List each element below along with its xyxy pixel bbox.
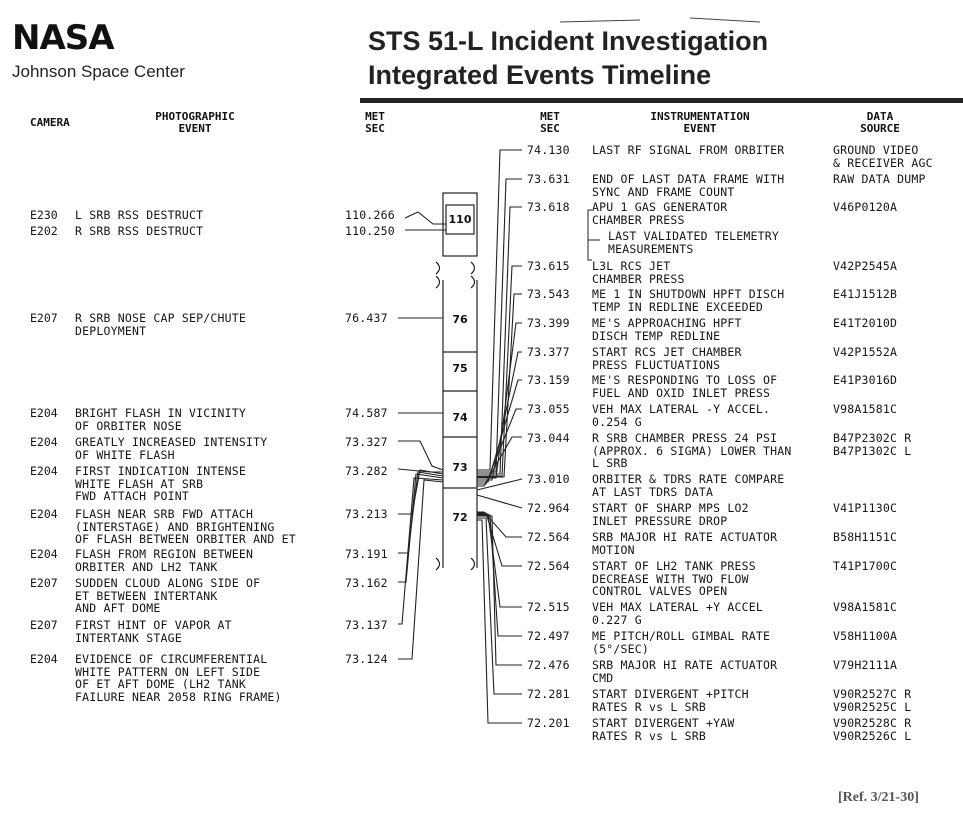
photo-camera: E204 xyxy=(30,406,58,420)
instr-event-text: R SRB CHAMBER PRESS 24 PSI (APPROX. 6 SIGMA) LOWER THAN L SRB xyxy=(592,431,792,470)
photo-camera: E207 xyxy=(30,576,58,590)
instr-event-source: V42P2545A xyxy=(833,259,898,273)
instr-event-text: ORBITER & TDRS RATE COMPARE AT LAST TDRS DATA xyxy=(592,472,785,499)
header-met-left: MET SEC xyxy=(365,110,385,135)
instr-event-met: 73.044 xyxy=(527,431,570,445)
photo-event-text: L SRB RSS DESTRUCT xyxy=(75,208,204,222)
instr-event-met: 73.631 xyxy=(527,172,570,186)
instr-event-source: B47P2302C R B47P1302C L xyxy=(833,431,912,458)
instr-event-source: GROUND VIDEO & RECEIVER AGC xyxy=(833,143,933,170)
instr-event-met: 72.564 xyxy=(527,530,570,544)
photo-event-text: SUDDEN CLOUD ALONG SIDE OF ET BETWEEN INTERTANK AND AFT DOME xyxy=(75,576,261,615)
instr-event-met: 74.130 xyxy=(527,143,570,157)
instr-event-text: START DIVERGENT +PITCH RATES R vs L SRB xyxy=(592,687,749,714)
nasa-logo: NASA xyxy=(12,18,114,58)
photo-event-met: 73.124 xyxy=(345,652,388,666)
instr-event-source: V41P1130C xyxy=(833,501,898,515)
photo-camera: E204 xyxy=(30,652,58,666)
header-rule xyxy=(360,98,963,103)
instr-event-source: V90R2527C R V90R2525C L xyxy=(833,687,912,714)
instr-event-met: 73.010 xyxy=(527,472,570,486)
instr-event-text: START OF LH2 TANK PRESS DECREASE WITH TWO FLOW CONTROL VALVES OPEN xyxy=(592,559,756,598)
photo-camera: E207 xyxy=(30,311,58,325)
instr-event-text: LAST RF SIGNAL FROM ORBITER xyxy=(592,143,785,157)
instr-event-met: 73.055 xyxy=(527,402,570,416)
instr-event-source: V46P0120A xyxy=(833,200,898,214)
instr-event-text: L3L RCS JET CHAMBER PRESS xyxy=(592,259,685,286)
header-instr-event: INSTRUMENTATION EVENT xyxy=(650,110,750,135)
instr-event-source: V98A1581C xyxy=(833,402,898,416)
instr-event-source: V90R2528C R V90R2526C L xyxy=(833,716,912,743)
box-label-76: 76 xyxy=(452,313,468,326)
photo-camera: E204 xyxy=(30,547,58,561)
instr-event-source: V58H1100A xyxy=(833,629,898,643)
instr-event-text: END OF LAST DATA FRAME WITH SYNC AND FRAME COUNT xyxy=(592,172,785,199)
instr-event-met: 73.159 xyxy=(527,373,570,387)
instr-event-source: E41P3016D xyxy=(833,373,898,387)
photo-event-met: 110.266 xyxy=(345,208,395,222)
photo-event-text: R SRB NOSE CAP SEP/CHUTE DEPLOYMENT xyxy=(75,311,246,338)
photo-camera: E204 xyxy=(30,464,58,478)
instr-event-met: 73.618 xyxy=(527,200,570,214)
header-camera: CAMERA xyxy=(30,116,70,129)
instr-event-source: T41P1700C xyxy=(833,559,898,573)
instr-event-text: START RCS JET CHAMBER PRESS FLUCTUATIONS xyxy=(592,345,742,372)
photo-event-text: EVIDENCE OF CIRCUMFERENTIAL WHITE PATTERN ON LEFT SIDE OF ET AFT DOME (LH2 TANK FAILURE NEAR 2058 RING FRAME) xyxy=(75,652,282,704)
instr-event-met: 73.543 xyxy=(527,287,570,301)
instr-event-met: 72.281 xyxy=(527,687,570,701)
instr-event-source: E41J1512B xyxy=(833,287,898,301)
instr-event-text: VEH MAX LATERAL +Y ACCEL 0.227 G xyxy=(592,600,763,627)
photo-camera: E230 xyxy=(30,208,58,222)
box-label-72: 72 xyxy=(452,511,468,524)
box-label-73: 73 xyxy=(452,461,468,474)
instr-event-text: ME 1 IN SHUTDOWN HPFT DISCH TEMP IN REDLINE EXCEEDED xyxy=(592,287,785,314)
instr-event-source: E41T2010D xyxy=(833,316,898,330)
photo-camera: E204 xyxy=(30,435,58,449)
box-label-75: 75 xyxy=(452,362,468,375)
reference-note: [Ref. 3/21-30] xyxy=(838,790,919,805)
instr-event-text: ME'S APPROACHING HPFT DISCH TEMP REDLINE xyxy=(592,316,742,343)
photo-event-met: 110.250 xyxy=(345,224,395,238)
photo-event-text: BRIGHT FLASH IN VICINITY OF ORBITER NOSE xyxy=(75,406,246,433)
photo-event-met: 73.191 xyxy=(345,547,388,561)
instr-event-text: VEH MAX LATERAL -Y ACCEL. 0.254 G xyxy=(592,402,771,429)
instr-event-met: 73.399 xyxy=(527,316,570,330)
photo-event-met: 73.213 xyxy=(345,507,388,521)
instr-event-source: B58H1151C xyxy=(833,530,898,544)
instr-event-text: LAST VALIDATED TELEMETRY MEASUREMENTS xyxy=(608,229,779,256)
box-label-74: 74 xyxy=(452,411,468,424)
center-name: Johnson Space Center xyxy=(12,62,185,81)
break-mark-bottom xyxy=(436,558,475,570)
instr-event-text: SRB MAJOR HI RATE ACTUATOR MOTION xyxy=(592,530,778,557)
instr-event-met: 72.515 xyxy=(527,600,570,614)
instr-event-source: RAW DATA DUMP xyxy=(833,172,926,186)
instr-event-met: 72.964 xyxy=(527,501,570,515)
break-mark-top xyxy=(436,262,475,288)
photo-event-text: FLASH NEAR SRB FWD ATTACH (INTERSTAGE) AND BRIGHTENING OF FLASH BETWEEN ORBITER AND ET xyxy=(75,507,296,546)
top-scribble xyxy=(560,18,760,22)
instr-event-text: SRB MAJOR HI RATE ACTUATOR CMD xyxy=(592,658,778,685)
instr-event-text: APU 1 GAS GENERATOR CHAMBER PRESS xyxy=(592,200,728,227)
instr-event-met: 73.615 xyxy=(527,259,570,273)
instr-event-text: START DIVERGENT +YAW RATES R vs L SRB xyxy=(592,716,735,743)
photo-event-met: 76.437 xyxy=(345,311,388,325)
photo-event-met: 73.137 xyxy=(345,618,388,632)
instr-event-source: V98A1581C xyxy=(833,600,898,614)
photo-event-text: GREATLY INCREASED INTENSITY OF WHITE FLASH xyxy=(75,435,268,462)
photo-event-text: FLASH FROM REGION BETWEEN ORBITER AND LH2 TANK xyxy=(75,547,254,574)
header-data-source: DATA SOURCE xyxy=(860,110,900,135)
instr-event-met: 73.377 xyxy=(527,345,570,359)
photo-event-text: FIRST HINT OF VAPOR AT INTERTANK STAGE xyxy=(75,618,232,645)
photo-camera: E202 xyxy=(30,224,58,238)
instr-event-met: 72.564 xyxy=(527,559,570,573)
header-met-right: MET SEC xyxy=(540,110,560,135)
photo-camera: E204 xyxy=(30,507,58,521)
instr-event-text: START OF SHARP MPS LO2 INLET PRESSURE DROP xyxy=(592,501,749,528)
photo-event-met: 73.162 xyxy=(345,576,388,590)
photo-event-met: 73.282 xyxy=(345,464,388,478)
right-connectors xyxy=(477,150,522,723)
photo-event-text: FIRST INDICATION INTENSE WHITE FLASH AT SRB FWD ATTACH POINT xyxy=(75,464,246,503)
page-title: STS 51-L Incident Investigation xyxy=(368,26,769,56)
instr-event-source: V79H2111A xyxy=(833,658,898,672)
instr-event-met: 72.476 xyxy=(527,658,570,672)
instr-event-source: V42P1552A xyxy=(833,345,898,359)
page-subtitle: Integrated Events Timeline xyxy=(368,60,712,90)
box-label-110: 110 xyxy=(448,213,472,226)
instr-event-text: ME'S RESPONDING TO LOSS OF FUEL AND OXID INLET PRESS xyxy=(592,373,778,400)
header-photo-event: PHOTOGRAPHIC EVENT xyxy=(155,110,235,135)
photo-event-text: R SRB RSS DESTRUCT xyxy=(75,224,204,238)
photo-event-met: 73.327 xyxy=(345,435,388,449)
photo-event-met: 74.587 xyxy=(345,406,388,420)
photo-camera: E207 xyxy=(30,618,58,632)
instr-event-met: 72.201 xyxy=(527,716,570,730)
instr-event-met: 72.497 xyxy=(527,629,570,643)
instr-event-text: ME PITCH/ROLL GIMBAL RATE (5°/SEC) xyxy=(592,629,771,656)
